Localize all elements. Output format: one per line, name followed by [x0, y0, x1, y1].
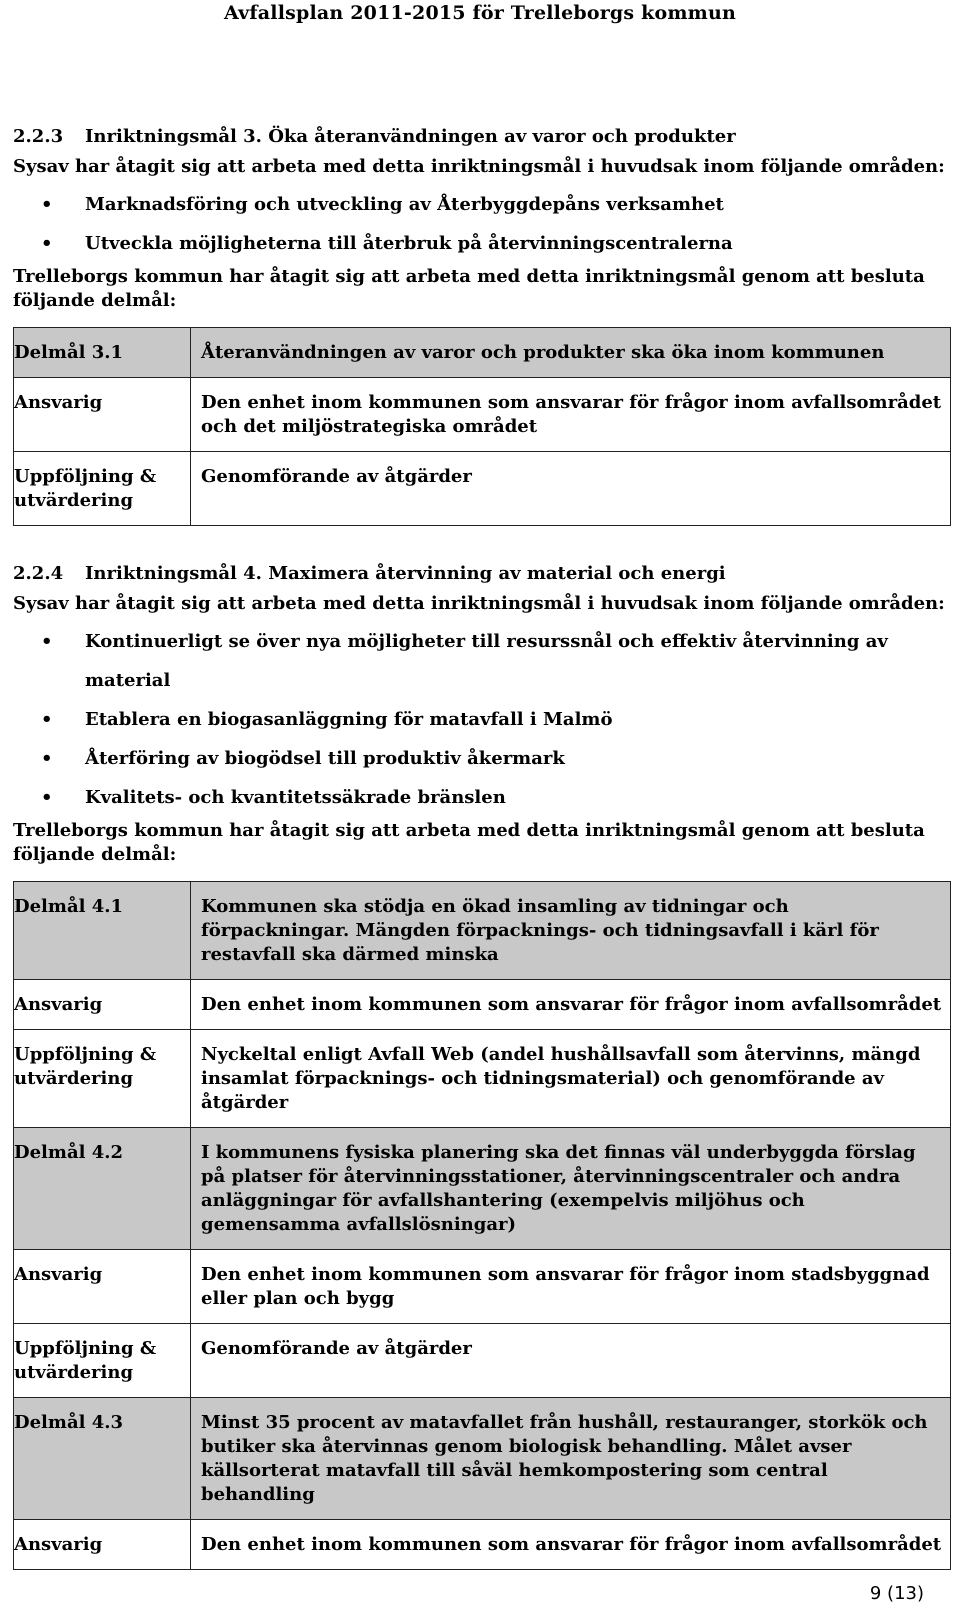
bullet-list: [13, 622, 953, 817]
table-row: [14, 980, 951, 1030]
row-label: Uppföljning & utvärdering: [14, 1324, 191, 1398]
row-label: Uppföljning & utvärdering: [14, 452, 191, 526]
bullet-item: • Marknadsföring och utveckling av Återbyggdepåns verksamhet: [13, 185, 953, 224]
bullet-list: [13, 185, 953, 263]
row-label: Ansvarig: [14, 1520, 191, 1570]
section-heading-2-2-4: [13, 558, 953, 590]
table-row: [14, 1128, 951, 1250]
table-row: [14, 452, 951, 526]
bullet-item: • Utveckla möjligheterna till återbruk på återvinningscentralerna: [13, 224, 953, 263]
row-label: Uppföljning & utvärdering: [14, 1030, 191, 1128]
section-title: Inriktningsmål 3. Öka återanvändningen av varor och produkter: [85, 126, 736, 147]
section-number: 2.2.3: [13, 126, 64, 147]
row-value: Kommunen ska stödja en ökad insamling av tidningar och förpackningar. Mängden förpacknings- och tidningsavfall i kärl för restavfall ska därmed minska: [191, 882, 951, 980]
section-number: 2.2.4: [13, 563, 64, 584]
row-label: Delmål 4.3: [14, 1398, 191, 1520]
goals-table-4: [13, 881, 951, 1570]
row-value: Genomförande av åtgärder: [191, 452, 951, 526]
row-value: Den enhet inom kommunen som ansvarar för frågor inom stadsbyggnad eller plan och bygg: [191, 1250, 951, 1324]
table-row: [14, 1398, 951, 1520]
bullet-item: • Återföring av biogödsel till produktiv åkermark: [13, 739, 953, 778]
bullet-item: • Kvalitets- och kvantitetssäkrade bränslen: [13, 778, 953, 817]
row-value: Genomförande av åtgärder: [191, 1324, 951, 1398]
section-title: Inriktningsmål 4. Maximera återvinning av material och energi: [85, 563, 726, 584]
row-value: Den enhet inom kommunen som ansvarar för frågor inom avfallsområdet och det miljöstrategiska området: [191, 378, 951, 452]
row-label: Delmål 4.2: [14, 1128, 191, 1250]
bullet-item: • Kontinuerligt se över nya möjligheter till resurssnål och effektiv återvinning av material: [13, 622, 953, 700]
page-number: 9 (13): [869, 1583, 924, 1604]
table-row: [14, 1030, 951, 1128]
section-intro: Sysav har åtagit sig att arbeta med detta inriktningsmål i huvudsak inom följande områden:: [13, 156, 945, 177]
table-row: [14, 1324, 951, 1398]
row-label: Ansvarig: [14, 378, 191, 452]
row-value: Minst 35 procent av matavfallet från hushåll, restauranger, storkök och butiker ska återvinnas genom biologisk behandling. Målet avser källsorterat matavfall till såväl hemkompostering som central behandling: [191, 1398, 951, 1520]
row-value: I kommunens fysiska planering ska det finnas väl underbyggda förslag på platser för återvinningsstationer, återvinningscentraler och andra anläggningar för avfallshantering (exempelvis miljöhus och gemensamma avfallslösningar): [191, 1128, 951, 1250]
document-body: [13, 121, 953, 1570]
table-row: [14, 1250, 951, 1324]
section-outro: Trelleborgs kommun har åtagit sig att arbeta med detta inriktningsmål genom att besluta följande delmål:: [13, 266, 925, 311]
section-heading-2-2-3: [13, 121, 953, 153]
goals-table-3: [13, 327, 951, 526]
table-row: [14, 1520, 951, 1570]
row-value: Återanvändningen av varor och produkter ska öka inom kommunen: [191, 328, 951, 378]
bullet-item: • Etablera en biogasanläggning för matavfall i Malmö: [13, 700, 953, 739]
row-value: Den enhet inom kommunen som ansvarar för frågor inom avfallsområdet: [191, 1520, 951, 1570]
table-row: [14, 328, 951, 378]
row-label: Delmål 3.1: [14, 328, 191, 378]
table-row: [14, 378, 951, 452]
row-label: Ansvarig: [14, 980, 191, 1030]
row-value: Nyckeltal enligt Avfall Web (andel hushållsavfall som återvinns, mängd insamlat förpacknings- och tidningsmaterial) och genomförande av åtgärder: [191, 1030, 951, 1128]
section-outro: Trelleborgs kommun har åtagit sig att arbeta med detta inriktningsmål genom att besluta följande delmål:: [13, 820, 925, 865]
row-value: Den enhet inom kommunen som ansvarar för frågor inom avfallsområdet: [191, 980, 951, 1030]
page-header: Avfallsplan 2011-2015 för Trelleborgs kommun: [223, 2, 737, 24]
row-label: Ansvarig: [14, 1250, 191, 1324]
table-row: [14, 882, 951, 980]
row-label: Delmål 4.1: [14, 882, 191, 980]
section-intro: Sysav har åtagit sig att arbeta med detta inriktningsmål i huvudsak inom följande områden:: [13, 593, 945, 614]
